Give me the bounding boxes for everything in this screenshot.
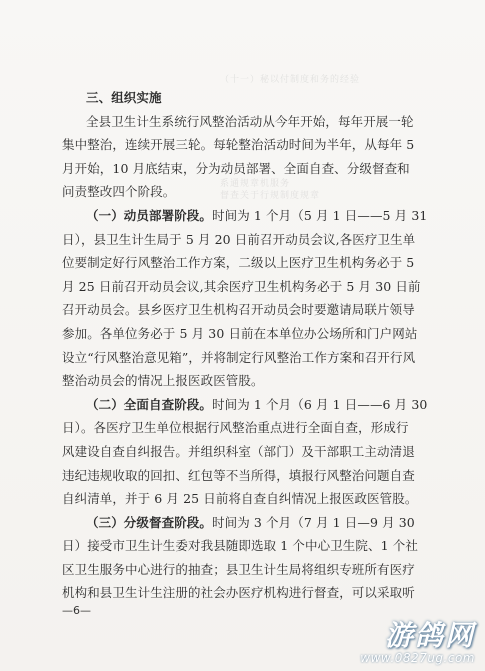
stage-title: （二）全面自查阶段。 <box>86 396 213 412</box>
paragraph-line: 集中整治，连续开展三轮。每轮整治活动时间为半年，从每年 5 <box>62 137 415 153</box>
paragraph-line: 月开始，10 月底结束，分为动员部署、全面自查、分级督查和 <box>62 160 410 176</box>
section-heading: 三、组织实施 <box>86 90 162 105</box>
paragraph-line: 风建设自查自纠报告。并组织科室（部门）及干部职工主动清退 <box>62 443 415 459</box>
paragraph-line: （一）动员部署阶段。时间为 1 个月（5 月 1 日——5 月 31 <box>86 207 428 223</box>
paragraph-line: 参加。各单位务必于 5 月 30 日前在本单位办公场所和门户网站 <box>62 325 418 341</box>
page-number: —6— <box>62 604 91 617</box>
paragraph-line: 自纠清单，并于 6 月 25 日前将自查自纠情况上报医政医管股。 <box>62 491 418 507</box>
bleed-through-text: （十一）秘以付制度和务的经验 <box>220 75 361 85</box>
watermark-url: www.0827ug.com <box>360 651 475 665</box>
paragraph-line: 日），县卫生计生局于 5 月 20 日前召开动员会议,各医疗卫生单 <box>62 231 416 247</box>
document-body <box>62 86 452 605</box>
stage-title: （三）分级督查阶段。 <box>86 514 213 530</box>
paragraph-line: 机构和县卫生计生注册的社会办医疗机构进行督查，可以采取听 <box>62 585 415 601</box>
paragraph-line: 全县卫生计生系统行风整治活动从今年开始，每年开展一轮 <box>86 113 414 129</box>
paragraph-line: 整治动员会的情况上报医政医管股。 <box>62 373 264 389</box>
paragraph-line: 月 25 日前召开动员会议,其余医疗卫生机构务必于 5 月 30 日前 <box>62 278 421 294</box>
paragraph-line: 位要制定好行风整治工作方案，二级以上医疗卫生机构务必于 5 <box>62 255 415 271</box>
paragraph-line: 日）。各医疗卫生单位根据行风整治重点进行全面自查，形成行 <box>62 420 409 436</box>
paragraph-line: 问责整改四个阶段。 <box>62 184 176 200</box>
paragraph-line: （三）分级督查阶段。时间为 3 个月（7 月 1 日—9 月 30 <box>86 514 415 530</box>
bleed-through-text: 督查关于行规制度规章 <box>220 191 321 201</box>
watermark-brand: 游鸽网 <box>384 619 475 652</box>
paragraph-line: 设立“行风整治意见箱”，并将制定行风整治工作方案和召开行风 <box>62 349 416 365</box>
watermark-logo <box>360 621 475 665</box>
bleed-through-text: 系通规章机服务 <box>220 179 291 189</box>
paragraph-line: （二）全面自查阶段。时间为 1 个月（6 月 1 日——6 月 30 <box>86 396 428 412</box>
stage-title: （一）动员部署阶段。 <box>86 207 213 223</box>
paragraph-line: 日）接受市卫生计生委对我县随即选取 1 个中心卫生院、1 个社 <box>62 538 418 554</box>
paragraph-line: 召开动员会。县乡医疗卫生机构召开动员会时要邀请局联片领导 <box>62 302 415 318</box>
paragraph-line: 违纪违规收取的回扣、红包等不当所得，填报行风整治问题自查 <box>62 467 415 483</box>
paragraph-line: 区卫生服务中心进行的抽查；县卫生计生局将组织专班所有医疗 <box>62 561 415 577</box>
